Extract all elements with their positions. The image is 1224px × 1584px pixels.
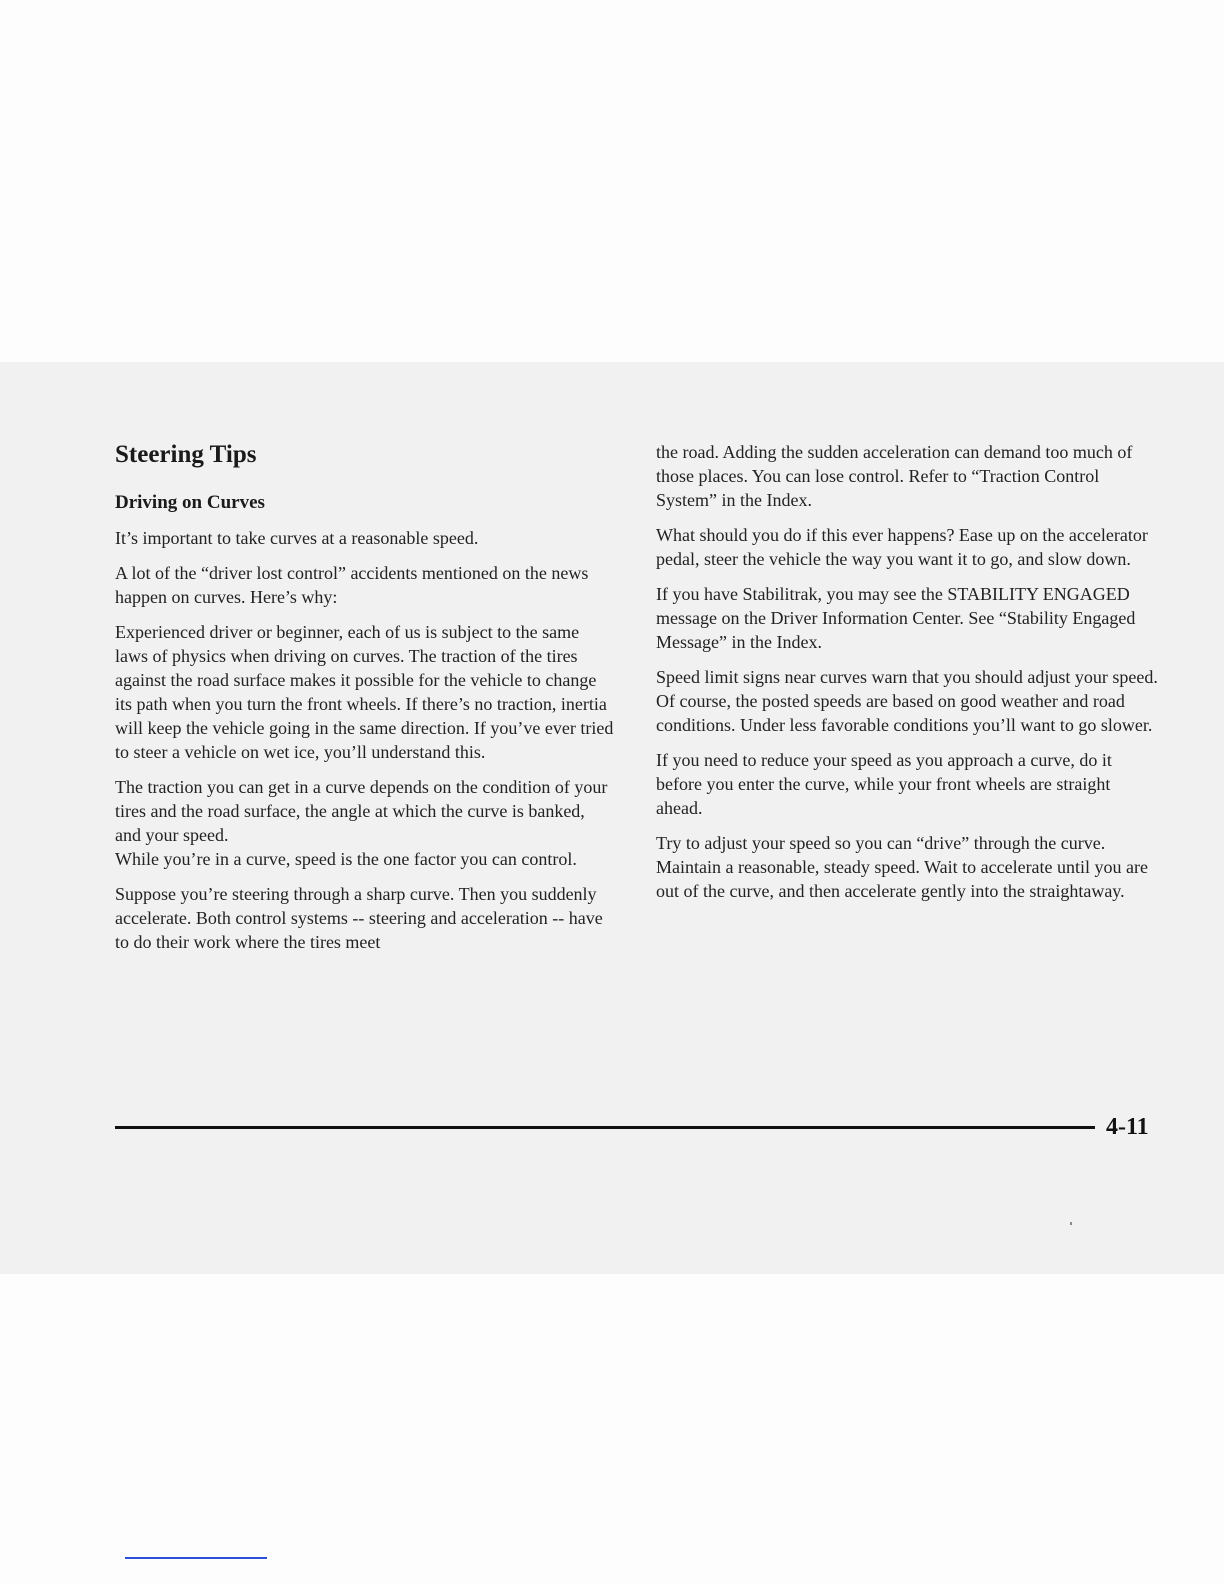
paragraph: A lot of the “driver lost control” accidents mentioned on the news happen on curves. Here’s why:: [115, 563, 589, 607]
section-title: Steering Tips: [115, 441, 257, 468]
paragraph: What should you do if this ever happens? Ease up on the accelerator pedal, steer the vehicle the way you want it to go, and slow down.: [656, 525, 1148, 569]
right-column: [656, 440, 1161, 914]
paragraph: If you need to reduce your speed as you approach a curve, do it before you enter the curve, while your front wheels are straight ahead.: [656, 750, 1112, 818]
paragraph: While you’re in a curve, speed is the one factor you can control.: [115, 849, 577, 869]
paragraph: If you have Stabilitrak, you may see the STABILITY ENGAGED message on the Driver Information Center. See “Stability Engaged Message” in the Index.: [656, 584, 1136, 652]
footer-rule: [115, 1126, 1095, 1129]
paragraph: the road. Adding the sudden acceleration can demand too much of those places. You can lose control. Refer to “Traction Control System” in the Index.: [656, 442, 1133, 510]
paragraph: It’s important to take curves at a reasonable speed.: [115, 528, 479, 548]
paragraph: Experienced driver or beginner, each of us is subject to the same laws of physics when driving on curves. The traction of the tires against the road surface makes it possible for the vehicle to change its path when you turn the front wheels. If there’s no traction, inertia will keep the vehicle going in the same direction. If you’ve ever tried to steer a vehicle on wet ice, you’ll understand this.: [115, 622, 614, 762]
paragraph: Try to adjust your speed so you can “drive” through the curve. Maintain a reasonable, steady speed. Wait to accelerate until you are out of the curve, and then accelerate gently into the straightaway.: [656, 833, 1149, 901]
paragraph: Speed limit signs near curves warn that you should adjust your speed. Of course, the posted speeds are based on good weather and road conditions. Under less favorable conditions you’ll want to go slower.: [656, 667, 1158, 735]
page-number: 4-11: [1106, 1114, 1149, 1140]
bottom-link-underline[interactable]: [125, 1557, 267, 1559]
sub-title: Driving on Curves: [115, 492, 265, 513]
paragraph: Suppose you’re steering through a sharp curve. Then you suddenly accelerate. Both control systems -- steering and acceleration -- have to do their work where the tires meet: [115, 884, 603, 952]
left-column: [115, 438, 615, 965]
paragraph: The traction you can get in a curve depends on the condition of your tires and the road surface, the angle at which the curve is banked, and your speed.: [115, 777, 608, 845]
scan-speck: [1070, 1222, 1072, 1225]
